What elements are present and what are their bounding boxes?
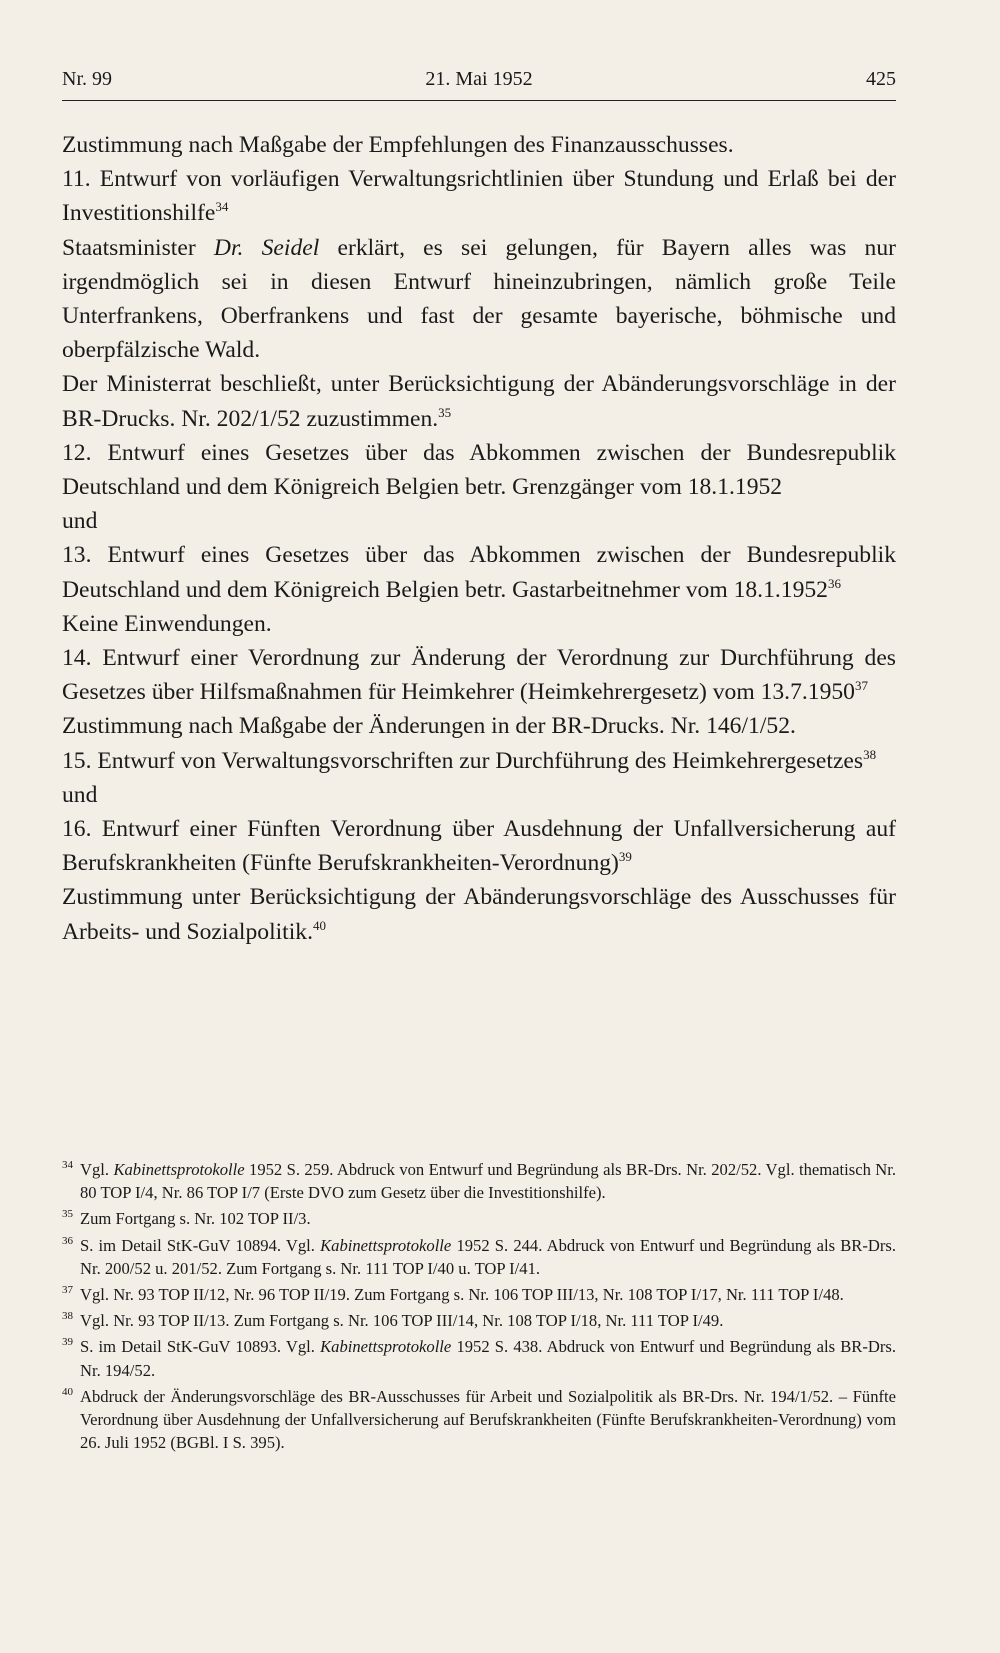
- paragraph: Keine Einwendungen.: [62, 610, 272, 637]
- paragraph: 11. Entwurf von vorläufigen Verwaltungsrichtlinien über Stundung und Erlaß bei der Investitionshilfe$^{34}$: [62, 166, 896, 227]
- paragraph: 16. Entwurf einer Fünften Verordnung über Ausdehnung der Unfallversicherung auf Berufskrankheiten (Fünfte Berufskrankheiten-Verordnung)$^{39}$: [62, 816, 896, 877]
- footnote: 35 Zum Fortgang s. Nr. 102 TOP II/3.: [62, 1207, 896, 1230]
- paragraph: 14. Entwurf einer Verordnung zur Änderung der Verordnung zur Durchführung des Gesetzes über Hilfsmaßnahmen für Heimkehrer (Heimkehrergesetz) vom 13.7.1950$^{37}$: [62, 645, 896, 706]
- paragraph: 15. Entwurf von Verwaltungsvorschriften zur Durchführung des Heimkehrergesetzes$^{38}$: [62, 746, 877, 774]
- footnote-ref: 39: [618, 849, 632, 865]
- footnote-number: 40: [62, 1385, 73, 1398]
- paragraph: Zustimmung nach Maßgabe der Änderungen in der BR-Drucks. Nr. 146/1/52.: [62, 713, 796, 740]
- footnote-number: 36: [62, 1234, 73, 1247]
- footnote-number: 37: [62, 1284, 73, 1297]
- person-name: Dr. Seidel: [213, 234, 320, 261]
- footnote: 36 S. im Detail StK-GuV 10894. Vgl. Kabinettsprotokolle 1952 S. 244. Abdruck von Entwurf und Begründung als BR-Drs. Nr. 200/52 u. 201/52. Zum Fortgang s. Nr. 111 TOP I/40 u. TOP I/41.: [62, 1234, 896, 1280]
- paragraph: Staatsminister Dr. Seidel erklärt, es sei gelungen, für Bayern alles was nur irgendmöglich sei in diesen Entwurf hineinzubringen, nämlich große Teile Unterfrankens, Oberfrankens und fast der gesamte bayerische, böhmische und oberpfälzische Wald.: [62, 234, 896, 364]
- document-date: 21. Mai 1952: [425, 68, 533, 90]
- footnote-ref: 35: [438, 404, 452, 420]
- main-text: [62, 128, 896, 949]
- paragraph: 12. Entwurf eines Gesetzes über das Abkommen zwischen der Bundesrepublik Deutschland und dem Königreich Belgien betr. Grenzgänger vom 18.1.1952: [62, 439, 896, 501]
- paragraph: Zustimmung unter Berücksichtigung der Abänderungsvorschläge des Ausschusses für Arbeits- und Sozialpolitik.$^{40}$: [62, 884, 896, 945]
- paragraph: und: [62, 508, 98, 535]
- footnote: 40 Abdruck der Änderungsvorschläge des BR-Ausschusses für Arbeit und Sozialpolitik als BR-Drs. Nr. 194/1/52. – Fünfte Verordnung über Ausdehnung der Unfallversicherung auf Berufskrankheiten (Fünfte Berufskrankheiten-Verordnung) vom 26. Juli 1952 (BGBl. I S. 395).: [62, 1385, 896, 1455]
- footnote: 34 Vgl. Kabinettsprotokolle 1952 S. 259. Abdruck von Entwurf und Begründung als BR-Drs. Nr. 202/52. Vgl. thematisch Nr. 80 TOP I/4, Nr. 86 TOP I/7 (Erste DVO zum Gesetz über die Investitionshilfe).: [62, 1158, 896, 1204]
- footnote-number: 35: [62, 1208, 73, 1221]
- footnote-ref: 34: [215, 199, 229, 215]
- page-number: 425: [866, 68, 896, 90]
- footnote-ref: 40: [312, 917, 326, 933]
- footnotes: [62, 1158, 896, 1457]
- footnote: 39 S. im Detail StK-GuV 10893. Vgl. Kabinettsprotokolle 1952 S. 438. Abdruck von Entwurf und Begründung als BR-Drs. Nr. 194/52.: [62, 1335, 896, 1381]
- footnote: 38 Vgl. Nr. 93 TOP II/13. Zum Fortgang s. Nr. 106 TOP III/14, Nr. 108 TOP I/18, Nr. 111 TOP I/49.: [62, 1309, 896, 1332]
- page-header: [62, 62, 896, 101]
- footnote-number: 39: [62, 1336, 73, 1349]
- footnote-ref: 38: [863, 746, 877, 762]
- paragraph: und: [62, 781, 98, 808]
- footnote-ref: 37: [854, 678, 868, 694]
- paragraph: Zustimmung nach Maßgabe der Empfehlungen des Finanzausschusses.: [62, 132, 734, 158]
- document-number: Nr. 99: [62, 68, 112, 90]
- footnote-number: 34: [62, 1159, 73, 1171]
- footnote: 37 Vgl. Nr. 93 TOP II/12, Nr. 96 TOP II/19. Zum Fortgang s. Nr. 106 TOP III/13, Nr. 108 TOP I/17, Nr. 111 TOP I/48.: [62, 1283, 896, 1306]
- footnote-ref: 36: [827, 575, 841, 591]
- paragraph: Der Ministerrat beschließt, unter Berücksichtigung der Abänderungsvorschläge in der BR-Drucks. Nr. 202/1/52 zuzustimmen.$^{35}$: [62, 371, 896, 432]
- footnote-number: 38: [62, 1310, 73, 1323]
- paragraph: 13. Entwurf eines Gesetzes über das Abkommen zwischen der Bundesrepublik Deutschland und dem Königreich Belgien betr. Gastarbeitnehmer vom 18.1.1952$^{36}$: [62, 542, 896, 603]
